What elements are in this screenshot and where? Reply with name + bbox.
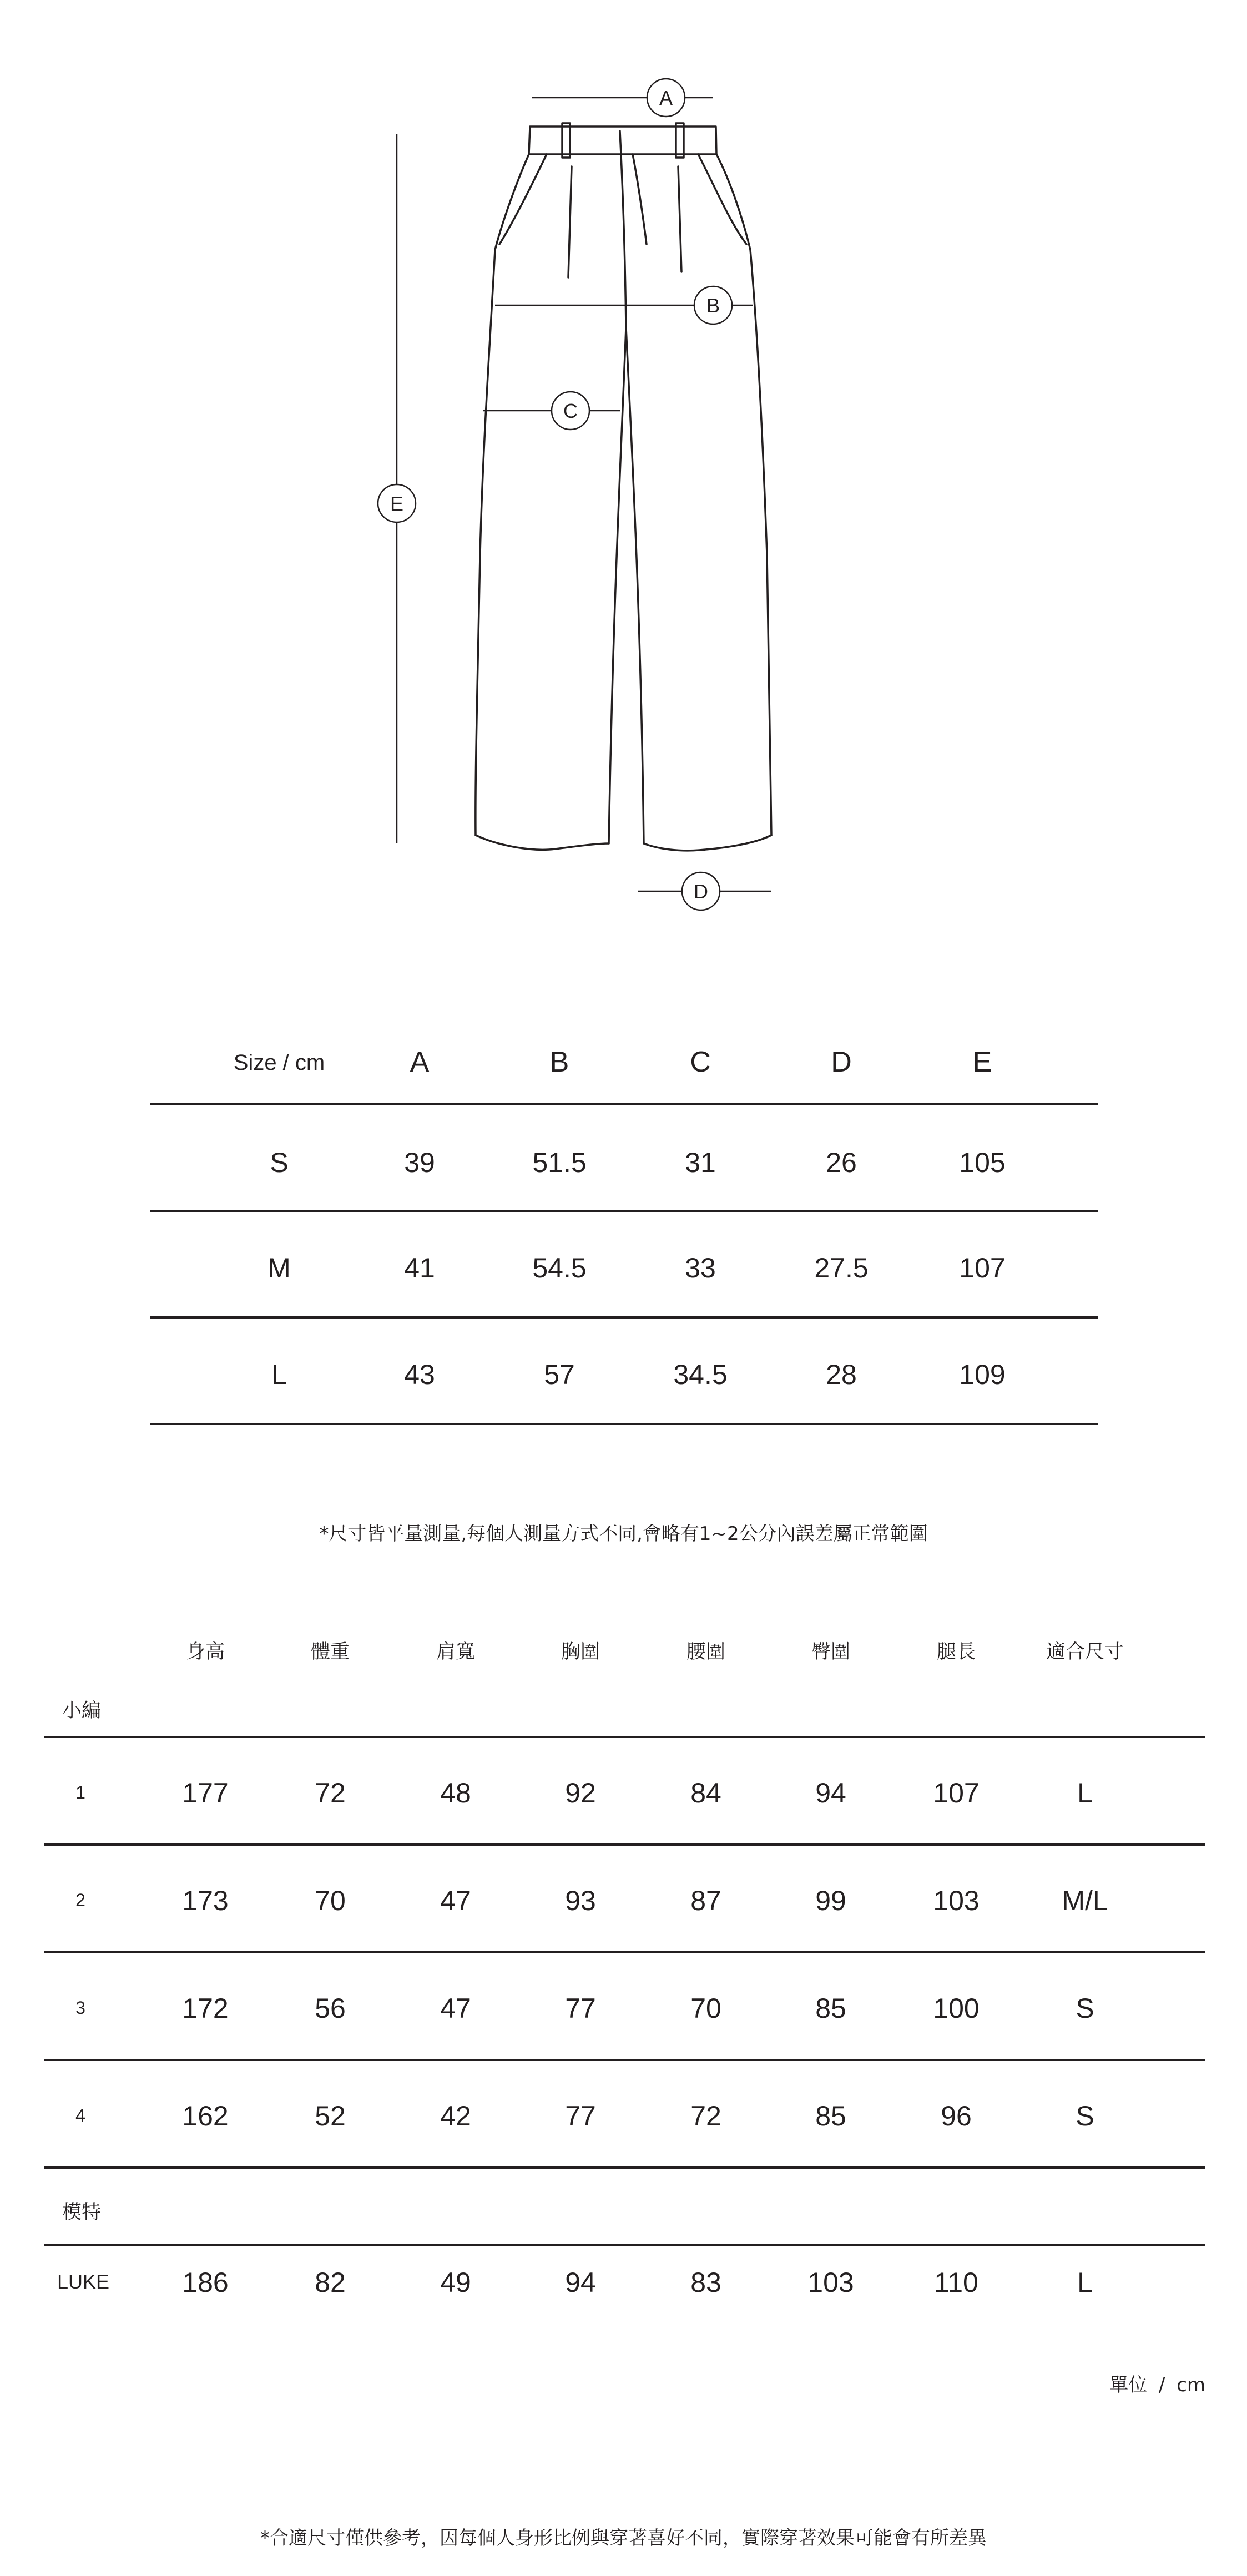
staff-header-height: 身高 xyxy=(185,1641,225,1663)
staff-table-rule xyxy=(44,2059,1205,2061)
group-label-staff: 小編 xyxy=(62,1700,102,1722)
table-cell: 177 xyxy=(182,1777,229,1809)
staff-table-rule xyxy=(44,2244,1205,2246)
size-cell: 107 xyxy=(959,1252,1006,1284)
size-cell: 54.5 xyxy=(532,1252,587,1284)
staff-table-rule xyxy=(44,2166,1205,2169)
group-label-model: 模特 xyxy=(62,2201,102,2224)
staff-table-rule xyxy=(44,1843,1205,1846)
table-cell: 94 xyxy=(565,2267,596,2298)
table-cell: 72 xyxy=(690,2100,721,2131)
staff-header-chest: 胸圍 xyxy=(561,1641,600,1663)
table-cell: 107 xyxy=(933,1777,980,1809)
table-cell: 100 xyxy=(933,1993,980,2024)
table-cell: L xyxy=(1077,1777,1093,1809)
label-d: D xyxy=(694,880,708,903)
size-cell: 31 xyxy=(685,1147,716,1178)
label-c: C xyxy=(563,400,578,422)
size-cell: 26 xyxy=(826,1147,857,1178)
size-cell: M xyxy=(267,1252,291,1284)
table-cell: 172 xyxy=(182,1993,229,2024)
size-cell: 28 xyxy=(826,1359,857,1390)
row-label: 1 xyxy=(75,1782,85,1802)
table-cell: 87 xyxy=(690,1885,721,1916)
staff-table-rule xyxy=(44,1951,1205,1953)
staff-header-leg: 腿長 xyxy=(936,1641,976,1663)
table-cell: 70 xyxy=(315,1885,346,1916)
table-cell: 103 xyxy=(807,2267,854,2298)
size-table-rule xyxy=(150,1316,1098,1319)
size-cell: 43 xyxy=(404,1359,435,1390)
table-cell: M/L xyxy=(1062,1885,1108,1916)
size-cell: 109 xyxy=(959,1359,1006,1390)
table-cell: 85 xyxy=(815,2100,846,2131)
staff-header-fit-size: 適合尺寸 xyxy=(1046,1641,1124,1663)
row-label: 4 xyxy=(75,2105,85,2125)
size-header-a: A xyxy=(410,1046,430,1078)
table-cell: 186 xyxy=(182,2267,229,2298)
size-table-rule xyxy=(150,1103,1098,1105)
size-header-c: C xyxy=(690,1046,711,1078)
row-label: 2 xyxy=(75,1890,85,1910)
size-cell: 27.5 xyxy=(814,1252,869,1284)
size-cell: 57 xyxy=(544,1359,575,1390)
pants-measurement-diagram xyxy=(0,0,1247,943)
staff-header-hip: 臀圍 xyxy=(811,1641,850,1663)
table-cell: 47 xyxy=(440,1885,471,1916)
size-table-rule xyxy=(150,1210,1098,1212)
table-cell: 49 xyxy=(440,2267,471,2298)
table-cell: 103 xyxy=(933,1885,980,1916)
table-cell: 96 xyxy=(941,2100,972,2131)
unit-note: 單位 / cm xyxy=(1109,2374,1205,2396)
table-cell: 93 xyxy=(565,1885,596,1916)
label-e: E xyxy=(390,492,404,515)
table-cell: S xyxy=(1076,2100,1094,2131)
staff-header-shoulder: 肩寬 xyxy=(436,1641,475,1663)
table-cell: 83 xyxy=(690,2267,721,2298)
table-cell: 82 xyxy=(315,2267,346,2298)
table-cell: 162 xyxy=(182,2100,229,2131)
size-cell: S xyxy=(270,1147,289,1178)
table-cell: 70 xyxy=(690,1993,721,2024)
table-cell: 85 xyxy=(815,1993,846,2024)
size-cell: 39 xyxy=(404,1147,435,1178)
table-cell: S xyxy=(1076,1993,1094,2024)
table-cell: 92 xyxy=(565,1777,596,1809)
size-cell: 51.5 xyxy=(532,1147,587,1178)
label-a: A xyxy=(659,87,673,109)
size-header-d: D xyxy=(831,1046,852,1078)
size-header-b: B xyxy=(549,1046,569,1078)
staff-header-weight: 體重 xyxy=(310,1641,350,1663)
size-cell: 34.5 xyxy=(673,1359,728,1390)
table-cell: 77 xyxy=(565,1993,596,2024)
table-cell: 173 xyxy=(182,1885,229,1916)
table-cell: 84 xyxy=(690,1777,721,1809)
table-cell: 77 xyxy=(565,2100,596,2131)
table-cell: L xyxy=(1077,2267,1093,2298)
table-cell: 110 xyxy=(934,2267,978,2298)
label-b: B xyxy=(706,294,720,317)
row-label: 3 xyxy=(75,1998,85,2018)
size-header-size: Size / cm xyxy=(233,1050,325,1075)
table-cell: 47 xyxy=(440,1993,471,2024)
measure-note: *尺寸皆平量測量,每個人測量方式不同,會略有1~2公分內誤差屬正常範圍 xyxy=(319,1523,928,1545)
size-cell: 33 xyxy=(685,1252,716,1284)
table-cell: 48 xyxy=(440,1777,471,1809)
size-cell: L xyxy=(271,1359,287,1390)
size-header-e: E xyxy=(972,1046,992,1078)
table-cell: 94 xyxy=(815,1777,846,1809)
staff-table-rule xyxy=(44,1736,1205,1738)
size-cell: 41 xyxy=(404,1252,435,1284)
table-cell: 99 xyxy=(815,1885,846,1916)
table-cell: 72 xyxy=(315,1777,346,1809)
table-cell: 56 xyxy=(315,1993,346,2024)
size-table-rule xyxy=(150,1423,1098,1425)
fit-note: *合適尺寸僅供參考，因每個人身形比例與穿著喜好不同，實際穿著效果可能會有所差異 xyxy=(260,2527,987,2549)
table-cell: 52 xyxy=(315,2100,346,2131)
staff-header-waist: 腰圍 xyxy=(686,1641,725,1663)
table-cell: 42 xyxy=(440,2100,471,2131)
size-cell: 105 xyxy=(959,1147,1006,1178)
row-label: LUKE xyxy=(57,2270,110,2293)
